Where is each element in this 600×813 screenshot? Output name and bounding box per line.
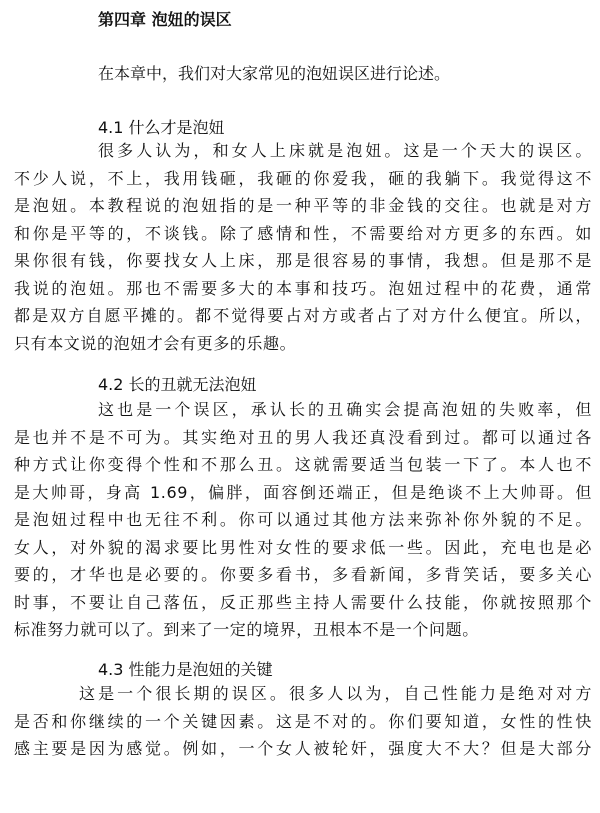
section-heading-4-1: 4.1 什么才是泡妞	[98, 118, 225, 137]
text-line: 我说的泡妞。那也不需要多大的本事和技巧。泡妞过程中的花费，通常	[14, 278, 592, 298]
text-line: 很多人认为，和女人上床就是泡妞。这是一个天大的误区。	[98, 141, 592, 160]
section-body-4-1	[14, 137, 592, 357]
text-line: 这是一个很长期的误区。很多人以为，自己性能力是绝对对方	[79, 684, 592, 703]
chapter-intro: 在本章中，我们对大家常见的泡妞误区进行论述。	[98, 64, 451, 83]
text-line: 女人，对外貌的渴求要比男性对女性的要求低一些。因此，充电也是必	[14, 537, 592, 557]
text-line: 是泡妞过程中也无往不利。你可以通过其他方法来弥补你外貌的不足。	[14, 510, 592, 529]
text-line: 是泡妞。本教程说的泡妞指的是一种平等的非金钱的交往。也就是对方	[14, 196, 592, 215]
section-body-4-2	[14, 396, 592, 644]
chapter-title: 第四章 泡妞的误区	[98, 10, 232, 29]
text-line: 时事，不要让自己落伍，反正那些主持人需要什么技能，你就按照那个	[14, 592, 592, 612]
text-line: 都是双方自愿平摊的。都不觉得要占对方或者占了对方什么便宜。所以，	[14, 306, 592, 325]
text-line: 是否和你继续的一个关键因素。这是不对的。你们要知道，女性的性快	[14, 711, 592, 731]
text-line: 感主要是因为感觉。例如，一个女人被轮奸，强度大不大？但是大部分	[14, 739, 592, 758]
text-line: 这也是一个误区，承认长的丑确实会提高泡妞的失败率，但	[98, 400, 592, 419]
text-line: 是也并不是不可为。其实绝对丑的男人我还真没看到过。都可以通过各	[14, 427, 592, 447]
text-line: 要的，才华也是必要的。你要多看书，多看新闻，多背笑话，要多关心	[14, 565, 592, 584]
text-line: 和你是平等的，不谈钱。除了感情和性，不需要给对方更多的东西。如	[14, 223, 592, 243]
text-line: 果你很有钱，你要找女人上床，那是很容易的事情，我想。但是那不是	[14, 251, 592, 270]
text-line: 只有本文说的泡妞才会有更多的乐趣。	[14, 333, 297, 353]
text-line: 标准努力就可以了。到来了一定的境界，丑根本不是一个问题。	[14, 620, 479, 639]
section-heading-4-2: 4.2 长的丑就无法泡妞	[98, 375, 257, 394]
text-line: 不少人说，不上，我用钱砸，我砸的你爱我，砸的我躺下。我觉得这不	[14, 168, 592, 188]
section-heading-4-3: 4.3 性能力是泡妞的关键	[98, 660, 273, 679]
section-body-4-3	[14, 680, 592, 763]
text-line: 是大帅哥，身高 1.69，偏胖，面容倒还端正，但是绝谈不上大帅哥。但	[14, 482, 592, 502]
text-line: 种方式让你变得个性和不那么丑。这就需要适当包装一下了。本人也不	[14, 455, 592, 474]
